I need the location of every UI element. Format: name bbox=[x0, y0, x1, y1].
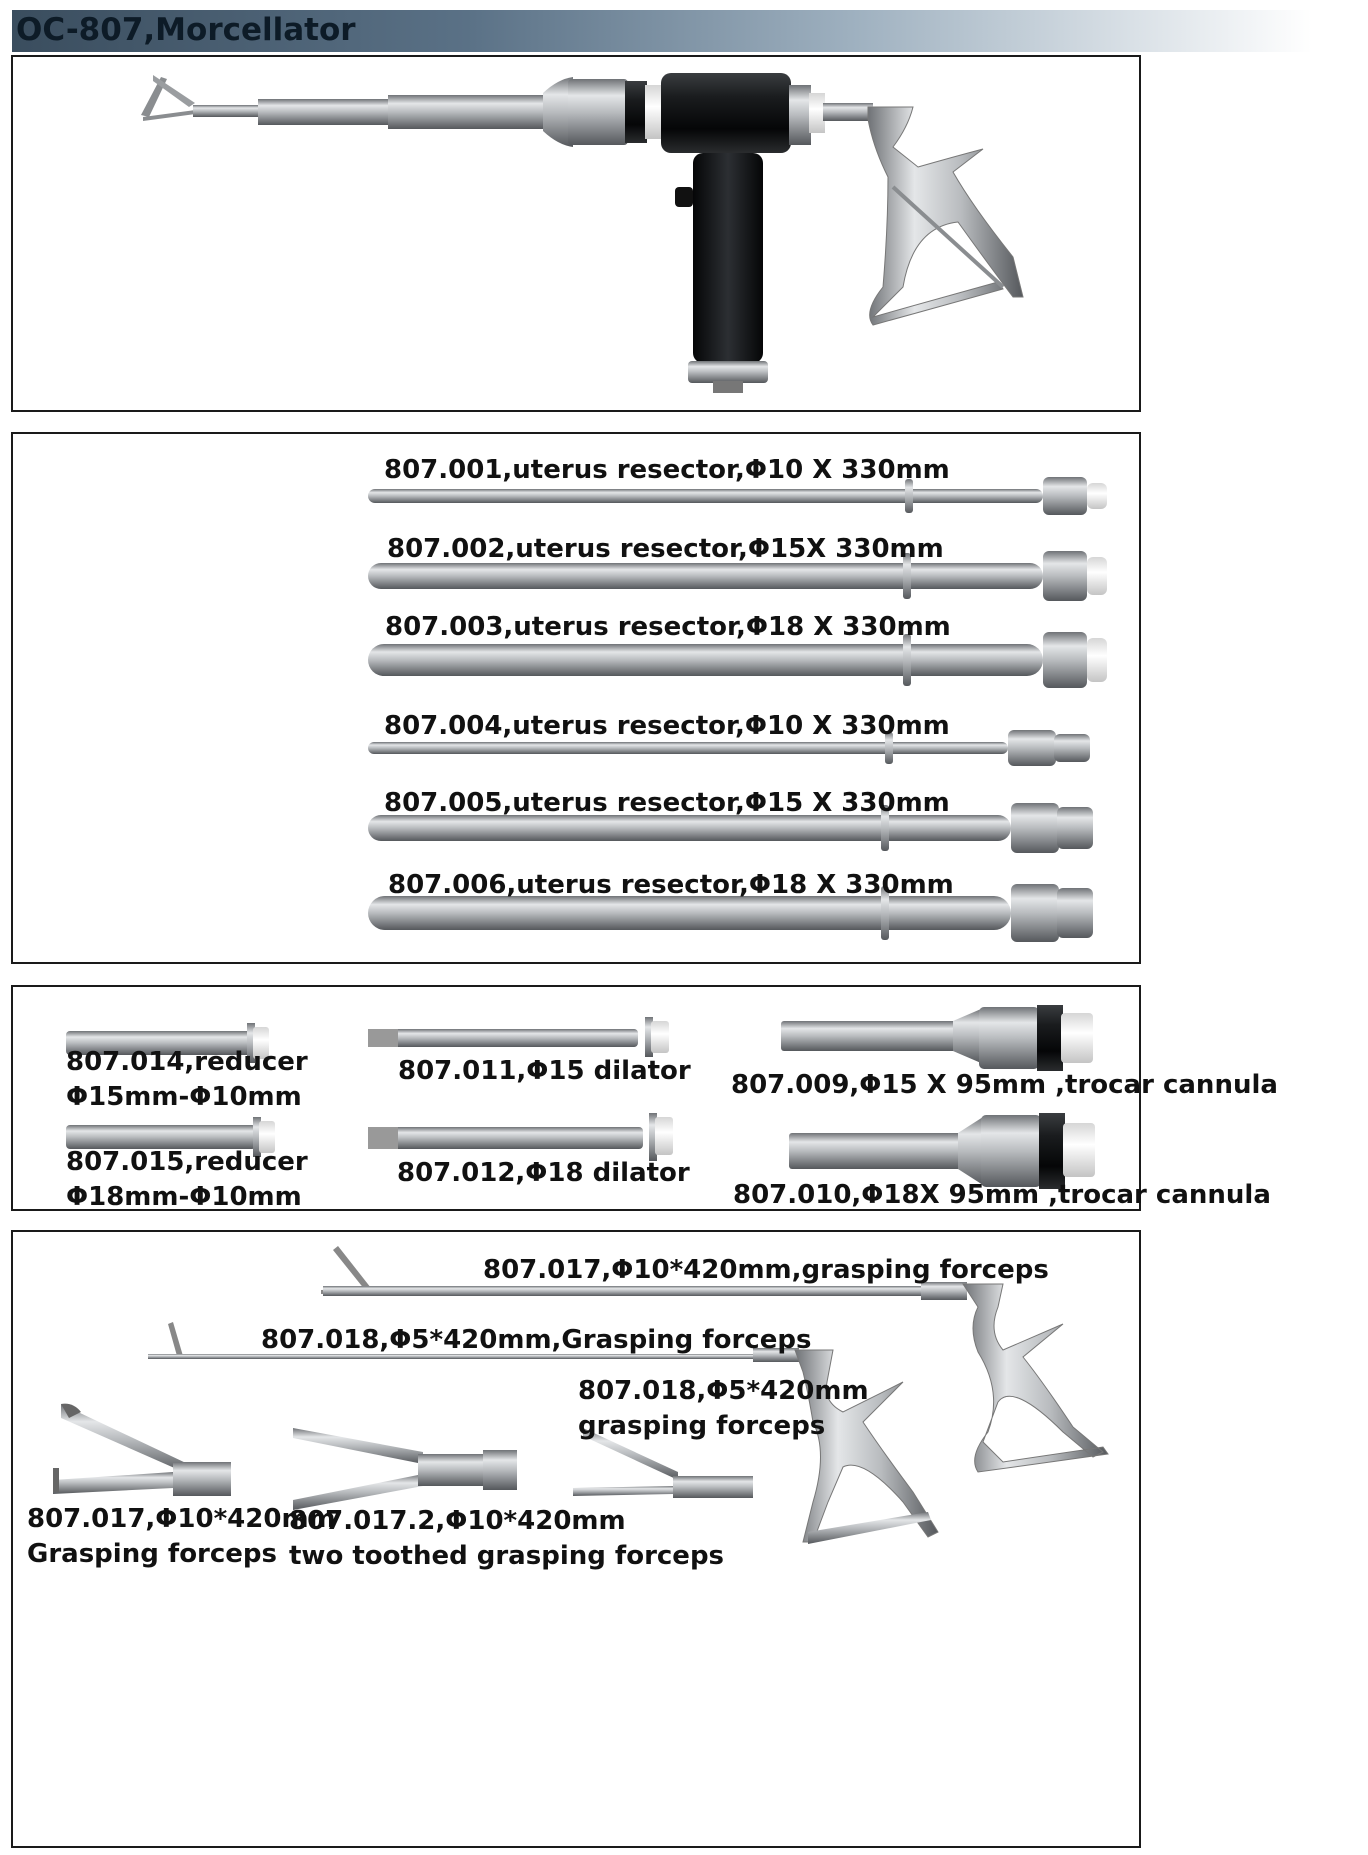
resector-tube bbox=[368, 644, 1043, 676]
resector-end bbox=[1054, 734, 1090, 762]
forceps-018-tip-label bbox=[578, 1374, 869, 1444]
resector-head bbox=[1043, 477, 1087, 515]
resector-label-002: 807.002,uterus resector,Φ15X 330mm bbox=[387, 534, 944, 564]
page-title: OC-807,Morcellator bbox=[16, 12, 356, 48]
forceps-panel bbox=[11, 1230, 1141, 1848]
forceps-018-tip-line1: 807.018,Φ5*420mm bbox=[578, 1376, 869, 1406]
dilator-012-label: 807.012,Φ18 dilator bbox=[397, 1158, 690, 1188]
resector-label-005: 807.005,uterus resector,Φ15 X 330mm bbox=[384, 788, 950, 818]
resector-head bbox=[1043, 551, 1087, 601]
forceps-017-tip-line1: 807.017,Φ10*420mm bbox=[27, 1504, 336, 1534]
resector-label-003: 807.003,uterus resector,Φ18 X 330mm bbox=[385, 612, 951, 642]
forceps-017-label: 807.017,Φ10*420mm,grasping forceps bbox=[483, 1255, 1049, 1285]
resector-head bbox=[1011, 884, 1059, 942]
resector-label-004: 807.004,uterus resector,Φ10 X 330mm bbox=[384, 711, 950, 741]
trocar-009-label: 807.009,Φ15 X 95mm ,trocar cannula bbox=[731, 1070, 1278, 1100]
forceps-018-tip-line2: grasping forceps bbox=[578, 1411, 826, 1441]
morcellator-image bbox=[13, 57, 1143, 414]
resector-cap bbox=[1087, 483, 1107, 509]
resector-label-006: 807.006,uterus resector,Φ18 X 330mm bbox=[388, 870, 954, 900]
resector-cap bbox=[1087, 638, 1107, 682]
resectors-panel bbox=[11, 432, 1141, 964]
forceps-0172-tip-label bbox=[289, 1504, 724, 1574]
resector-end bbox=[1057, 888, 1093, 938]
accessories-panel bbox=[11, 985, 1278, 1212]
resector-tube bbox=[368, 742, 1008, 754]
resector-cap bbox=[1087, 557, 1107, 595]
resector-head bbox=[1011, 803, 1059, 853]
reducer-014-line1: 807.014,reducer bbox=[66, 1047, 308, 1077]
resector-tube bbox=[368, 563, 1043, 589]
forceps-0172-tip-line2: two toothed grasping forceps bbox=[289, 1541, 725, 1571]
morcellator-panel bbox=[11, 55, 1141, 412]
resector-head bbox=[1043, 632, 1087, 688]
forceps-017-tip-line2: Grasping forceps bbox=[27, 1539, 278, 1569]
reducer-015-line1: 807.015,reducer bbox=[66, 1147, 308, 1177]
reducer-014-line2: Φ15mm-Φ10mm bbox=[66, 1082, 302, 1112]
reducer-014-label bbox=[66, 1045, 308, 1115]
reducer-015-line2: Φ18mm-Φ10mm bbox=[66, 1182, 302, 1212]
forceps-018-label: 807.018,Φ5*420mm,Grasping forceps bbox=[261, 1325, 812, 1355]
reducer-015-label bbox=[66, 1145, 308, 1215]
resector-label-001: 807.001,uterus resector,Φ10 X 330mm bbox=[384, 455, 950, 485]
dilator-011-label: 807.011,Φ15 dilator bbox=[398, 1056, 691, 1086]
resector-tube bbox=[368, 489, 1043, 503]
forceps-0172-tip-line1: 807.017.2,Φ10*420mm bbox=[289, 1506, 626, 1536]
resector-head bbox=[1008, 730, 1056, 766]
title-bar bbox=[12, 10, 1312, 52]
trocar-010-label: 807.010,Φ18X 95mm ,trocar cannula bbox=[733, 1180, 1271, 1210]
resector-end bbox=[1057, 807, 1093, 849]
